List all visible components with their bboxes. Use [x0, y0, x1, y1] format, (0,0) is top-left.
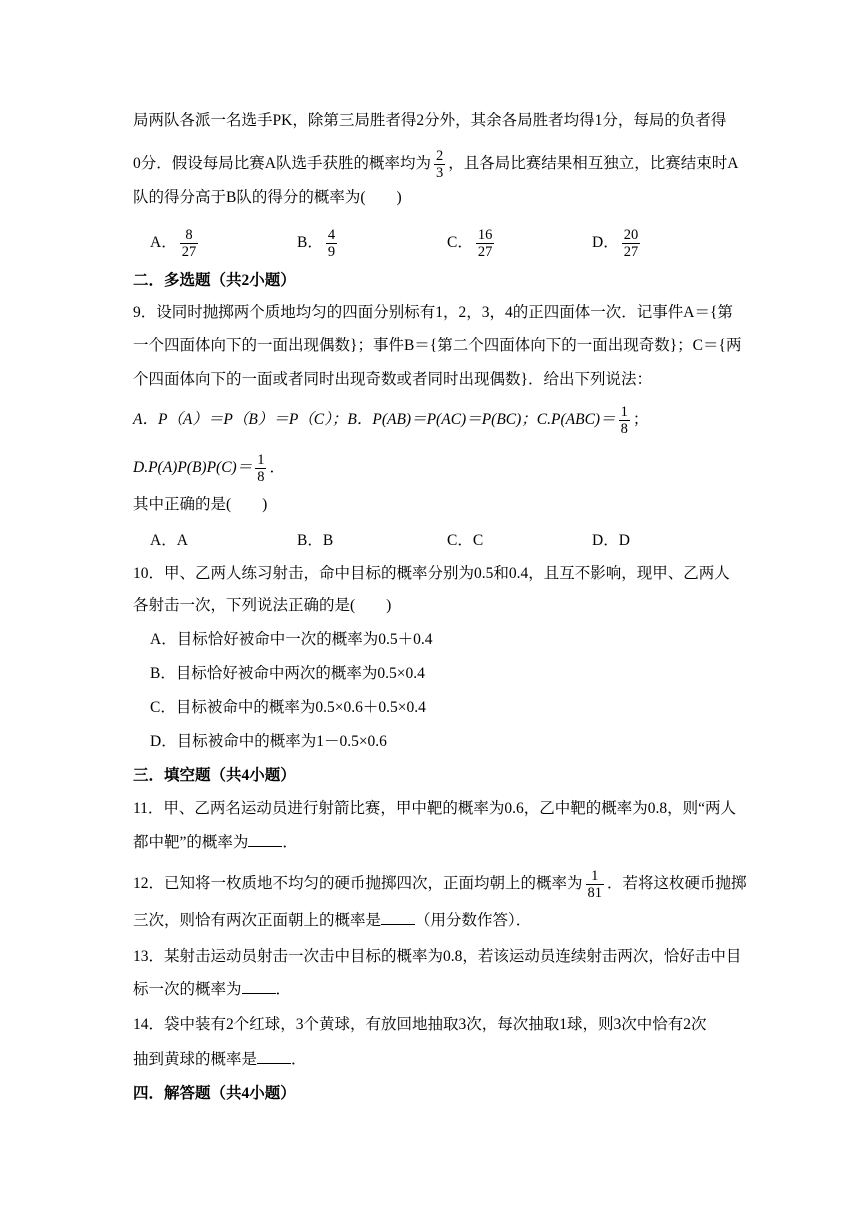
q9-statement-d: D.P(A)P(B)P(C)＝ [133, 459, 253, 477]
q10-option-b[interactable]: B．目标恰好被命中两次的概率为0.5×0.4 [150, 665, 425, 682]
q8-line2-text: 0分．假设每局比赛A队选手获胜的概率均为 [133, 155, 431, 173]
q8-line2-text-end: ，且各局比赛结果相互独立，比赛结束时A [448, 155, 739, 173]
q11-line1: 11．甲、乙两名运动员进行射箭比赛，甲中靶的概率为0.6，乙中靶的概率为0.8，则“两人 [133, 800, 737, 817]
q10-line1: 10．甲、乙两人练习射击，命中目标的概率分别为0.5和0.4，且互不影响，现甲、乙两人 [133, 565, 730, 582]
q10-option-c[interactable]: C．目标被命中的概率为0.5×0.6＋0.5×0.4 [150, 699, 426, 716]
q13-line2: 标一次的概率为 ． [133, 981, 292, 998]
q14-line2: 抽到黄球的概率是 ． [133, 1051, 307, 1068]
q10-option-a[interactable]: A．目标恰好被命中一次的概率为0.5＋0.4 [150, 631, 433, 648]
q11-answer-blank[interactable] [248, 832, 282, 847]
q9-option-c[interactable]: C．C [447, 532, 484, 549]
section-heading-fill-in: 三．填空题（共4小题） [133, 767, 296, 784]
q12-fraction: $\frac{1}{81}$ [587, 868, 603, 901]
q9-line6: 其中正确的是( ) [133, 496, 268, 513]
q8-fraction: $\frac{2}{3}$ [435, 148, 444, 181]
q11-line2: 都中靶”的概率为 ． [133, 834, 298, 851]
q8-option-a[interactable]: A． $\frac{8}{27}$ [150, 227, 197, 260]
q8-option-b[interactable]: B． $\frac{4}{9}$ [297, 227, 336, 260]
q9-line1: 9．设同时抛掷两个质地均匀的四面分别标有1，2，3，4的正四面体一次．记事件A＝{第 [133, 304, 733, 321]
q9-line4: A．P（A）＝P（B）＝P（C）；B．P(AB)＝P(AC)＝P(BC)；C.P(ABC)＝ $\frac{1}{8}$ ； [133, 404, 649, 437]
q8-line1: 局两队各派一名选手PK，除第三局胜者得2分外，其余各局胜者均得1分，每局的负者得 [133, 112, 727, 129]
q10-option-d[interactable]: D．目标被命中的概率为1－0.5×0.6 [150, 733, 387, 750]
q12-answer-blank[interactable] [381, 910, 415, 925]
q9-fraction-c: $\frac{1}{8}$ [620, 404, 628, 437]
q9-fraction-d: $\frac{1}{8}$ [257, 452, 265, 485]
section-heading-solutions: 四．解答题（共4小题） [133, 1085, 296, 1102]
q9-statements-abc: A．P（A）＝P（B）＝P（C）；B．P(AB)＝P(AC)＝P(BC)；C.P(ABC)＝ [133, 411, 616, 429]
q9-line2: 一个四面体向下的一面出现偶数}；事件B＝{第二个四面体向下的一面出现奇数}；C＝{两 [133, 337, 742, 354]
q9-option-d[interactable]: D．D [592, 532, 630, 549]
q8-line3: 队的得分高于B队的得分的概率为( ) [133, 189, 402, 206]
q13-line1: 13．某射击运动员射击一次击中目标的概率为0.8，若该运动员连续射击两次，恰好击中目 [133, 948, 742, 965]
q9-line3: 个四面体向下的一面或者同时出现奇数或者同时出现偶数}．给出下列说法： [133, 371, 652, 388]
q12-line2: 三次，则恰有两次正面朝上的概率是 （用分数作答）． [133, 912, 532, 929]
q9-option-a[interactable]: A．A [150, 532, 188, 549]
q14-line1: 14．袋中装有2个红球，3个黄球，有放回地抽取3次，每次抽取1球，则3次中恰有2次 [133, 1016, 707, 1033]
q8-option-c[interactable]: C． $\frac{16}{27}$ [447, 227, 493, 260]
q10-line2: 各射击一次，下列说法正确的是( ) [133, 597, 392, 614]
q12-line1: 12．已知将一枚质地不均匀的硬币抛掷四次，正面均朝上的概率为 $\frac{1}{81}$ ．若将这枚硬币抛掷 [133, 868, 747, 901]
section-heading-multiple-choice: 二．多选题（共2小题） [133, 272, 296, 289]
q13-answer-blank[interactable] [242, 979, 276, 994]
q9-option-b[interactable]: B．B [297, 532, 334, 549]
q14-answer-blank[interactable] [257, 1049, 291, 1064]
q9-line5: D.P(A)P(B)P(C)＝ $\frac{1}{8}$ ． [133, 452, 285, 485]
q8-option-d[interactable]: D． $\frac{20}{27}$ [592, 227, 639, 260]
q8-line2 [133, 148, 738, 181]
